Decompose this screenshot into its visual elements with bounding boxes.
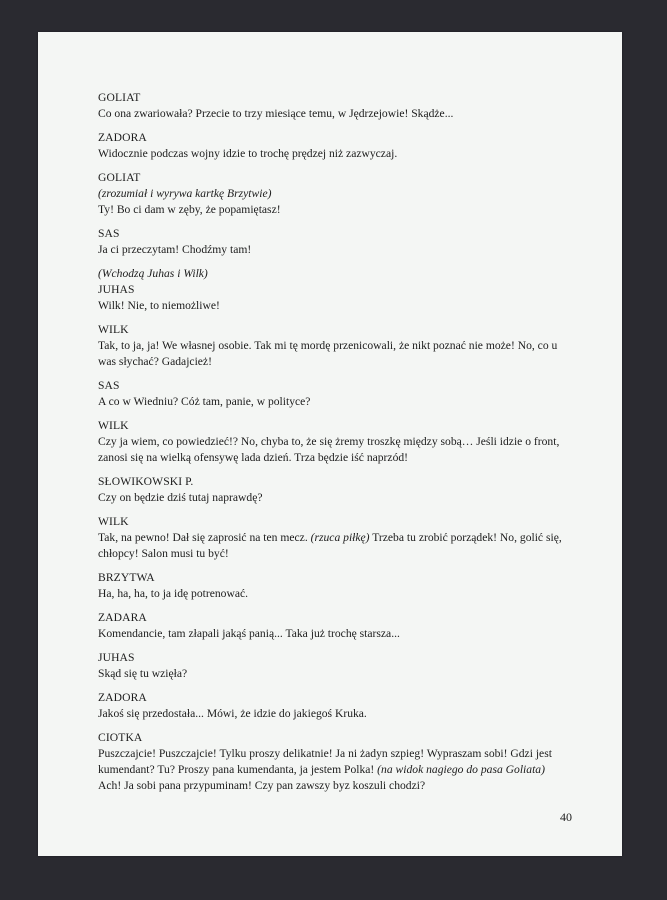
dialogue-line: Ja ci przeczytam! Chodźmy tam! — [98, 242, 252, 256]
dialogue-block — [98, 730, 598, 793]
dialogue-line — [98, 778, 598, 794]
document-page — [38, 32, 622, 856]
dialogue-line — [98, 546, 598, 562]
dialogue-line: Ha, ha, ha, to ja idę potrenować. — [98, 586, 249, 600]
script-text — [98, 90, 598, 802]
stage-direction: (zrozumiał i wyrywa kartkę Brzytwie) — [98, 186, 272, 200]
dialogue-block — [98, 378, 598, 410]
dialogue-text: kumendant? Tu? Proszy pana kumendanta, ja jestem Polka! — [98, 762, 378, 776]
speaker-name: BRZYTWA — [98, 570, 155, 584]
dialogue-line: was słychać? Gadajcież! — [98, 354, 212, 368]
speaker-name: SAS — [98, 378, 120, 392]
dialogue-text: Trzeba tu zrobić porządek! No, golić się, — [369, 530, 562, 544]
speaker-name: CIOTKA — [98, 731, 143, 745]
dialogue-block — [98, 170, 598, 217]
dialogue-line: Wilk! Nie, to niemożliwe! — [98, 298, 220, 312]
speaker-name: SAS — [98, 227, 120, 241]
dialogue-line: Komendancie, tam złapali jakąś panią... Taka już trochę starsza... — [98, 626, 400, 640]
speaker-name: WILK — [98, 419, 129, 433]
dialogue-block — [98, 650, 598, 682]
dialogue-block — [98, 690, 598, 722]
dialogue-block — [98, 322, 598, 369]
dialogue-text: Tak, na pewno! Dał się zaprosić na ten mecz. — [98, 530, 311, 544]
speaker-name: SŁOWIKOWSKI P. — [98, 474, 194, 488]
dialogue-line — [98, 762, 598, 778]
dialogue-block — [98, 418, 598, 465]
speaker-name: WILK — [98, 323, 129, 337]
speaker-name: JUHAS — [98, 282, 135, 296]
dialogue-line — [98, 746, 598, 762]
dialogue-line: Czy ja wiem, co powiedzieć!? No, chyba to, że się żremy troszkę między sobą… Jeśli idzie o front, — [98, 434, 560, 448]
dialogue-line — [98, 530, 598, 546]
dialogue-line: Co ona zwariowała? Przecie to trzy miesiące temu, w Jędrzejowie! Skądże... — [98, 106, 454, 120]
inline-stage-direction: (na widok nagiego do pasa Goliata) — [377, 762, 545, 776]
dialogue-line: zanosi się na wielką ofensywę lada dzień. Trza będzie iść naprzód! — [98, 450, 409, 464]
inline-stage-direction: (rzuca piłkę) — [310, 530, 370, 544]
dialogue-block — [98, 226, 598, 258]
dialogue-block — [98, 266, 598, 313]
dialogue-line: Tak, to ja, ja! We własnej osobie. Tak mi tę mordę przenicowali, że nikt poznać nie może! No, co u — [98, 338, 558, 352]
dialogue-line: Ty! Bo ci dam w zęby, że popamiętasz! — [98, 202, 281, 216]
speaker-name: JUHAS — [98, 651, 135, 665]
stage-direction: (Wchodzą Juhas i Wilk) — [98, 267, 208, 281]
speaker-name: GOLIAT — [98, 91, 141, 104]
dialogue-block — [98, 610, 598, 642]
dialogue-block — [98, 514, 598, 561]
speaker-name: WILK — [98, 515, 129, 529]
dialogue-block — [98, 130, 598, 162]
dialogue-block — [98, 474, 598, 506]
dialogue-line: A co w Wiedniu? Cóż tam, panie, w polityce? — [98, 394, 311, 408]
speaker-name: ZADARA — [98, 611, 147, 625]
dialogue-line: Skąd się tu wzięła? — [98, 666, 188, 680]
dialogue-line: Jakoś się przedostała... Mówi, że idzie do jakiegoś Kruka. — [98, 707, 367, 720]
speaker-name: ZADORA — [98, 691, 147, 705]
dialogue-block — [98, 570, 598, 602]
page-number: 40 — [560, 810, 572, 824]
speaker-name: ZADORA — [98, 131, 147, 145]
dialogue-text: Ach! Ja sobi pana przypuminam! Czy pan zawszy byz koszuli chodzi? — [98, 778, 426, 792]
dialogue-block — [98, 90, 598, 122]
dialogue-line: Czy on będzie dziś tutaj naprawdę? — [98, 490, 263, 504]
dialogue-line: Widocznie podczas wojny idzie to trochę prędzej niż zazwyczaj. — [98, 146, 398, 160]
dialogue-text: Puszczajcie! Puszczajcie! Tylku proszy delikatnie! Ja ni żadyn szpieg! Wypraszam sobi! Gdzi jest — [98, 747, 552, 761]
speaker-name: GOLIAT — [98, 171, 141, 185]
dialogue-text: chłopcy! Salon musi tu być! — [98, 546, 229, 560]
